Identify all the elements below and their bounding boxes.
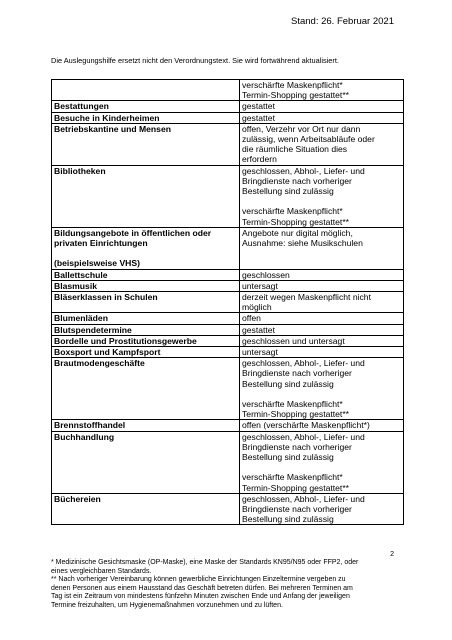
table-row (52, 280, 404, 291)
rule-line: untersagt (242, 347, 278, 358)
rule-line: gestattet (242, 101, 275, 112)
facility-name-line: Bestattungen (54, 101, 109, 112)
date-stamp: Stand: 26. Februar 2021 (291, 16, 394, 27)
rule-line: erfordern (242, 154, 277, 165)
rule-line: geschlossen (242, 269, 290, 280)
rule-cell (240, 80, 404, 101)
facility-name-line: privaten Einrichtungen (54, 238, 148, 249)
facility-name-cell (52, 101, 240, 112)
rule-cell (240, 335, 404, 346)
facility-name-line: Büchereien (54, 493, 101, 504)
rule-cell (240, 101, 404, 112)
rule-cell (240, 347, 404, 358)
rule-cell (240, 123, 404, 165)
facility-name-cell (52, 269, 240, 280)
table-row (52, 420, 404, 431)
facility-name-cell (52, 347, 240, 358)
facility-name-line: Bläserklassen in Schulen (54, 292, 158, 303)
rule-line: geschlossen, Abhol-, Liefer- und (242, 431, 365, 442)
facility-name-line: Blasmusik (54, 280, 97, 291)
footnote-line: ** Nach vorheriger Vereinbarung können gewerbliche Einrichtungen Einzeltermine vergeben zu (51, 576, 346, 584)
rule-line: gestattet (242, 112, 275, 123)
facility-name-line: Boxsport und Kampfsport (54, 347, 161, 358)
table-row (52, 335, 404, 346)
rules-table (51, 79, 404, 525)
rule-line: geschlossen, Abhol-, Liefer- und (242, 358, 365, 369)
rule-cell (240, 420, 404, 431)
rules-table-body (52, 80, 404, 525)
rule-line: Termin-Shopping gestattet** (242, 216, 350, 227)
facility-name-cell (52, 335, 240, 346)
facility-name-cell (52, 112, 240, 123)
table-row (52, 358, 404, 420)
table-row (52, 493, 404, 525)
rule-cell (240, 112, 404, 123)
rule-line: geschlossen und untersagt (242, 335, 345, 346)
rule-line: Ausnahme: siehe Musikschulen (242, 238, 363, 249)
facility-name-line (54, 248, 237, 258)
rule-cell (240, 431, 404, 493)
rule-line: derzeit wegen Maskenpflicht nicht (242, 292, 371, 303)
rule-line: Termin-Shopping gestattet** (242, 90, 350, 101)
facility-name-cell (52, 227, 240, 269)
footnote-line: Tag ist ein Zeitraum von mindestens fünfzehn Minuten zwischen Ende und Anfang der jeweiligen (51, 593, 350, 601)
rule-line: geschlossen, Abhol-, Liefer- und (242, 165, 365, 176)
rule-cell (240, 269, 404, 280)
footnote-line: Termine freizuhalten, um Hygienemaßnahmen vorzunehmen und zu lüften. (51, 601, 283, 609)
facility-name-cell (52, 420, 240, 431)
facility-name-line: Blumenläden (54, 313, 108, 324)
facility-name-line: Bordelle und Prostitutionsgewerbe (54, 335, 197, 346)
rule-cell (240, 227, 404, 269)
page-number: 2 (390, 551, 394, 558)
rule-cell (240, 292, 404, 313)
facility-name-cell (52, 493, 240, 525)
rule-line: offen (verschärfte Maskenpflicht*) (242, 420, 370, 431)
facility-name-line: Buchhandlung (54, 431, 115, 442)
rule-line: verschärfte Maskenpflicht* (242, 80, 343, 90)
table-row (52, 101, 404, 112)
facility-name-cell (52, 123, 240, 165)
rule-line: Bringdienste nach vorheriger (242, 175, 352, 186)
paragraph-gap (242, 196, 401, 206)
rule-cell (240, 324, 404, 335)
rule-line: Bestellung sind zulässig (242, 452, 334, 463)
table-row (52, 313, 404, 324)
footnotes (51, 559, 393, 611)
facility-name-cell (52, 280, 240, 291)
table-row (52, 269, 404, 280)
facility-name-cell (52, 292, 240, 313)
table-row (52, 347, 404, 358)
rule-line: verschärfte Maskenpflicht* (242, 206, 343, 217)
rule-line: Bringdienste nach vorheriger (242, 368, 352, 379)
rule-line: die räumliche Situation dies (242, 144, 348, 155)
rule-line: Bestellung sind zulässig (242, 514, 334, 525)
table-row (52, 227, 404, 269)
facility-name-line: Blutspendetermine (54, 324, 132, 335)
facility-name-cell (52, 80, 240, 101)
footnote-line: eines vergleichbaren Standards. (51, 567, 152, 575)
rule-line: Angebote nur digital möglich, (242, 227, 353, 238)
facility-name-line: Bildungsangebote in öffentlichen oder (54, 227, 212, 238)
table-row (52, 324, 404, 335)
facility-name-line: Besuche in Kinderheimen (54, 112, 160, 123)
rule-line: geschlossen, Abhol-, Liefer- und (242, 493, 365, 504)
rule-cell (240, 313, 404, 324)
facility-name-line: Brennstoffhandel (54, 420, 126, 431)
rule-line: Termin-Shopping gestattet** (242, 409, 350, 420)
rule-line: Termin-Shopping gestattet** (242, 482, 350, 493)
table-row (52, 165, 404, 227)
rule-cell (240, 165, 404, 227)
facility-name-cell (52, 313, 240, 324)
rule-line: verschärfte Maskenpflicht* (242, 399, 343, 410)
facility-name-cell (52, 165, 240, 227)
facility-name-cell (52, 324, 240, 335)
table-row (52, 112, 404, 123)
facility-name-cell (52, 358, 240, 420)
rule-line: möglich (242, 302, 272, 313)
rule-line: Bestellung sind zulässig (242, 186, 334, 197)
rule-cell (240, 493, 404, 525)
paragraph-gap (242, 462, 401, 472)
rule-line: Bringdienste nach vorheriger (242, 504, 352, 515)
facility-name-line: Bibliotheken (54, 165, 106, 176)
footnote-line: denen Personen aus einem Hausstand das Geschäft betreten dürfen. Bei mehreren Terminen am (51, 584, 353, 592)
rule-line: Bestellung sind zulässig (242, 378, 334, 389)
rule-line: untersagt (242, 280, 278, 291)
facility-name-cell (52, 431, 240, 493)
table-row (52, 80, 404, 101)
facility-name-line: Ballettschule (54, 269, 108, 280)
rule-line: offen (242, 313, 261, 324)
footnote-line: * Medizinische Gesichtsmaske (OP-Maske), eine Maske der Standards KN95/N95 oder FFP2, oder (51, 559, 359, 566)
rule-line: Bringdienste nach vorheriger (242, 441, 352, 452)
rule-cell (240, 280, 404, 291)
facility-name-line: (beispielsweise VHS) (54, 258, 140, 269)
rule-line: verschärfte Maskenpflicht* (242, 472, 343, 483)
table-row (52, 292, 404, 313)
rule-line: offen, Verzehr vor Ort nur dann (242, 123, 361, 134)
rule-cell (240, 358, 404, 420)
table-row (52, 123, 404, 165)
table-row (52, 431, 404, 493)
rule-line: gestattet (242, 324, 275, 335)
paragraph-gap (242, 389, 401, 399)
rule-line: zulässig, wenn Arbeitsabläufe oder (242, 134, 375, 145)
facility-name-line: Brautmodengeschäfte (54, 358, 145, 369)
intro-note: Die Auslegungshilfe ersetzt nicht den Verordnungstext. Sie wird fortwährend aktualisiert. (51, 56, 339, 65)
facility-name-line: Betriebskantine und Mensen (54, 123, 171, 134)
